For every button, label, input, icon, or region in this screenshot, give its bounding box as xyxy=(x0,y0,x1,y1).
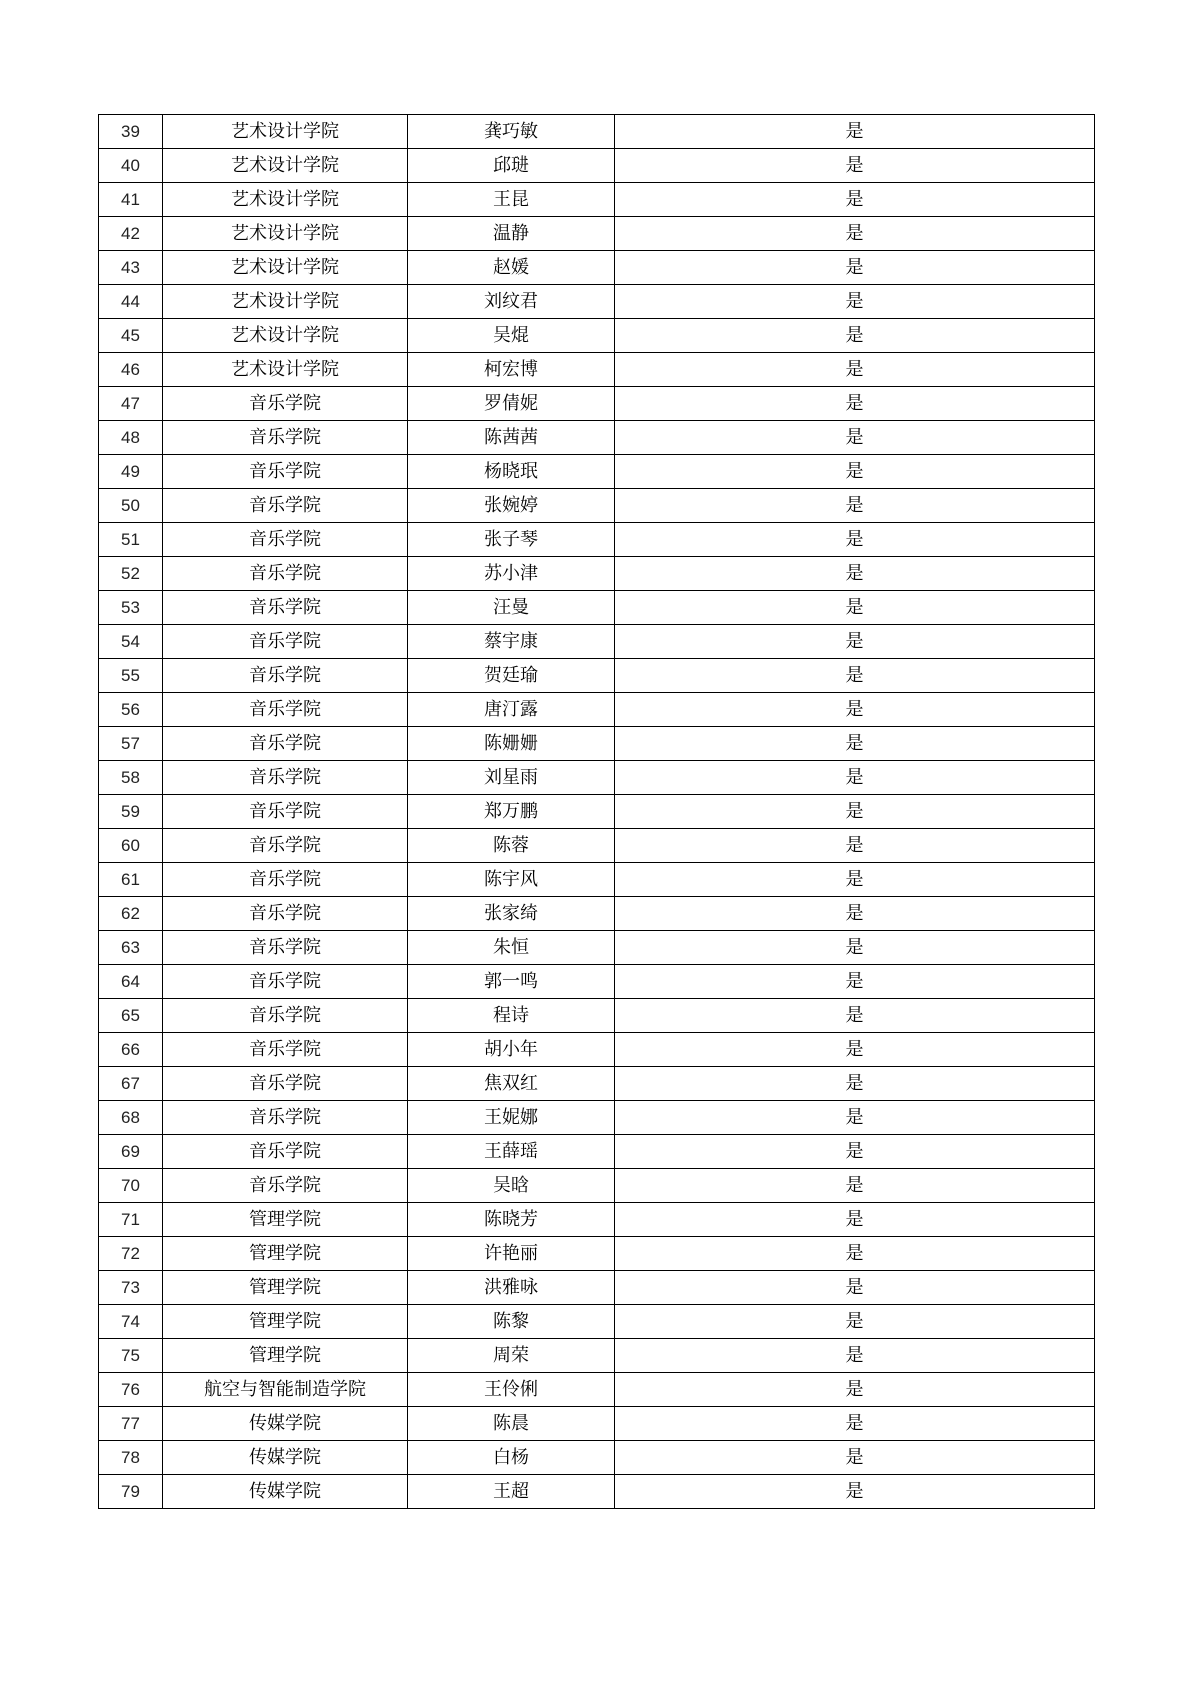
college-cell: 管理学院 xyxy=(163,1305,408,1339)
college-cell: 音乐学院 xyxy=(163,489,408,523)
status-cell: 是 xyxy=(615,897,1095,931)
person-name-cell: 刘星雨 xyxy=(408,761,615,795)
row-number-cell: 64 xyxy=(99,965,163,999)
status-cell: 是 xyxy=(615,1237,1095,1271)
college-cell: 管理学院 xyxy=(163,1203,408,1237)
status-cell: 是 xyxy=(615,727,1095,761)
table-row xyxy=(99,829,1095,863)
status-cell: 是 xyxy=(615,523,1095,557)
row-number-cell: 66 xyxy=(99,1033,163,1067)
person-name-cell: 朱恒 xyxy=(408,931,615,965)
status-cell: 是 xyxy=(615,557,1095,591)
status-cell: 是 xyxy=(615,115,1095,149)
table-row xyxy=(99,1033,1095,1067)
college-cell: 音乐学院 xyxy=(163,829,408,863)
table-row xyxy=(99,489,1095,523)
college-cell: 音乐学院 xyxy=(163,863,408,897)
row-number-cell: 71 xyxy=(99,1203,163,1237)
college-cell: 音乐学院 xyxy=(163,965,408,999)
person-name-cell: 王超 xyxy=(408,1475,615,1509)
table-row xyxy=(99,149,1095,183)
college-cell: 音乐学院 xyxy=(163,387,408,421)
college-cell: 音乐学院 xyxy=(163,421,408,455)
person-name-cell: 柯宏博 xyxy=(408,353,615,387)
status-cell: 是 xyxy=(615,251,1095,285)
table-row xyxy=(99,523,1095,557)
person-name-cell: 王昆 xyxy=(408,183,615,217)
status-cell: 是 xyxy=(615,1339,1095,1373)
roster-table-body xyxy=(99,115,1095,1509)
person-name-cell: 洪雅咏 xyxy=(408,1271,615,1305)
person-name-cell: 蔡宇康 xyxy=(408,625,615,659)
person-name-cell: 吴晗 xyxy=(408,1169,615,1203)
table-row xyxy=(99,1237,1095,1271)
college-cell: 传媒学院 xyxy=(163,1407,408,1441)
status-cell: 是 xyxy=(615,795,1095,829)
row-number-cell: 74 xyxy=(99,1305,163,1339)
row-number-cell: 69 xyxy=(99,1135,163,1169)
college-cell: 音乐学院 xyxy=(163,625,408,659)
row-number-cell: 41 xyxy=(99,183,163,217)
college-cell: 音乐学院 xyxy=(163,761,408,795)
status-cell: 是 xyxy=(615,829,1095,863)
college-cell: 音乐学院 xyxy=(163,693,408,727)
row-number-cell: 39 xyxy=(99,115,163,149)
table-row xyxy=(99,965,1095,999)
person-name-cell: 程诗 xyxy=(408,999,615,1033)
table-row xyxy=(99,761,1095,795)
person-name-cell: 王妮娜 xyxy=(408,1101,615,1135)
table-row xyxy=(99,285,1095,319)
table-row xyxy=(99,387,1095,421)
college-cell: 管理学院 xyxy=(163,1339,408,1373)
row-number-cell: 70 xyxy=(99,1169,163,1203)
college-cell: 艺术设计学院 xyxy=(163,217,408,251)
status-cell: 是 xyxy=(615,489,1095,523)
roster-table xyxy=(98,114,1095,1509)
table-row xyxy=(99,999,1095,1033)
row-number-cell: 48 xyxy=(99,421,163,455)
table-row xyxy=(99,693,1095,727)
person-name-cell: 陈黎 xyxy=(408,1305,615,1339)
table-row xyxy=(99,183,1095,217)
status-cell: 是 xyxy=(615,965,1095,999)
row-number-cell: 58 xyxy=(99,761,163,795)
table-row xyxy=(99,1305,1095,1339)
status-cell: 是 xyxy=(615,1475,1095,1509)
college-cell: 音乐学院 xyxy=(163,1033,408,1067)
table-row xyxy=(99,897,1095,931)
status-cell: 是 xyxy=(615,353,1095,387)
table-row xyxy=(99,557,1095,591)
status-cell: 是 xyxy=(615,999,1095,1033)
status-cell: 是 xyxy=(615,1135,1095,1169)
person-name-cell: 赵媛 xyxy=(408,251,615,285)
status-cell: 是 xyxy=(615,625,1095,659)
college-cell: 音乐学院 xyxy=(163,1135,408,1169)
person-name-cell: 刘纹君 xyxy=(408,285,615,319)
table-row xyxy=(99,1339,1095,1373)
person-name-cell: 许艳丽 xyxy=(408,1237,615,1271)
status-cell: 是 xyxy=(615,183,1095,217)
row-number-cell: 40 xyxy=(99,149,163,183)
college-cell: 艺术设计学院 xyxy=(163,285,408,319)
person-name-cell: 王伶俐 xyxy=(408,1373,615,1407)
status-cell: 是 xyxy=(615,285,1095,319)
row-number-cell: 52 xyxy=(99,557,163,591)
table-row xyxy=(99,863,1095,897)
college-cell: 艺术设计学院 xyxy=(163,319,408,353)
table-row xyxy=(99,1135,1095,1169)
row-number-cell: 61 xyxy=(99,863,163,897)
table-row xyxy=(99,1407,1095,1441)
row-number-cell: 68 xyxy=(99,1101,163,1135)
college-cell: 航空与智能制造学院 xyxy=(163,1373,408,1407)
table-row xyxy=(99,1475,1095,1509)
college-cell: 音乐学院 xyxy=(163,557,408,591)
row-number-cell: 51 xyxy=(99,523,163,557)
table-row xyxy=(99,421,1095,455)
table-row xyxy=(99,1203,1095,1237)
status-cell: 是 xyxy=(615,421,1095,455)
person-name-cell: 唐汀露 xyxy=(408,693,615,727)
status-cell: 是 xyxy=(615,693,1095,727)
row-number-cell: 49 xyxy=(99,455,163,489)
table-row xyxy=(99,931,1095,965)
college-cell: 音乐学院 xyxy=(163,897,408,931)
person-name-cell: 郑万鹏 xyxy=(408,795,615,829)
status-cell: 是 xyxy=(615,387,1095,421)
row-number-cell: 67 xyxy=(99,1067,163,1101)
person-name-cell: 温静 xyxy=(408,217,615,251)
college-cell: 音乐学院 xyxy=(163,727,408,761)
row-number-cell: 59 xyxy=(99,795,163,829)
row-number-cell: 56 xyxy=(99,693,163,727)
status-cell: 是 xyxy=(615,217,1095,251)
college-cell: 传媒学院 xyxy=(163,1475,408,1509)
college-cell: 音乐学院 xyxy=(163,455,408,489)
person-name-cell: 郭一鸣 xyxy=(408,965,615,999)
table-row xyxy=(99,353,1095,387)
college-cell: 传媒学院 xyxy=(163,1441,408,1475)
person-name-cell: 吴焜 xyxy=(408,319,615,353)
status-cell: 是 xyxy=(615,591,1095,625)
row-number-cell: 73 xyxy=(99,1271,163,1305)
table-row xyxy=(99,251,1095,285)
person-name-cell: 陈姗姗 xyxy=(408,727,615,761)
status-cell: 是 xyxy=(615,1067,1095,1101)
college-cell: 音乐学院 xyxy=(163,999,408,1033)
table-row xyxy=(99,727,1095,761)
person-name-cell: 陈蓉 xyxy=(408,829,615,863)
person-name-cell: 龚巧敏 xyxy=(408,115,615,149)
status-cell: 是 xyxy=(615,1373,1095,1407)
person-name-cell: 贺廷瑜 xyxy=(408,659,615,693)
row-number-cell: 53 xyxy=(99,591,163,625)
table-row xyxy=(99,455,1095,489)
college-cell: 音乐学院 xyxy=(163,795,408,829)
table-row xyxy=(99,625,1095,659)
row-number-cell: 44 xyxy=(99,285,163,319)
college-cell: 音乐学院 xyxy=(163,931,408,965)
row-number-cell: 77 xyxy=(99,1407,163,1441)
table-row xyxy=(99,1067,1095,1101)
row-number-cell: 42 xyxy=(99,217,163,251)
person-name-cell: 张家绮 xyxy=(408,897,615,931)
college-cell: 艺术设计学院 xyxy=(163,115,408,149)
status-cell: 是 xyxy=(615,931,1095,965)
row-number-cell: 75 xyxy=(99,1339,163,1373)
row-number-cell: 57 xyxy=(99,727,163,761)
status-cell: 是 xyxy=(615,1169,1095,1203)
person-name-cell: 汪曼 xyxy=(408,591,615,625)
person-name-cell: 杨晓珉 xyxy=(408,455,615,489)
status-cell: 是 xyxy=(615,1305,1095,1339)
college-cell: 音乐学院 xyxy=(163,1169,408,1203)
status-cell: 是 xyxy=(615,1033,1095,1067)
college-cell: 音乐学院 xyxy=(163,1101,408,1135)
status-cell: 是 xyxy=(615,1271,1095,1305)
person-name-cell: 陈晨 xyxy=(408,1407,615,1441)
table-row xyxy=(99,319,1095,353)
row-number-cell: 62 xyxy=(99,897,163,931)
person-name-cell: 苏小津 xyxy=(408,557,615,591)
person-name-cell: 邱琎 xyxy=(408,149,615,183)
row-number-cell: 54 xyxy=(99,625,163,659)
status-cell: 是 xyxy=(615,761,1095,795)
table-row xyxy=(99,217,1095,251)
row-number-cell: 47 xyxy=(99,387,163,421)
college-cell: 艺术设计学院 xyxy=(163,149,408,183)
row-number-cell: 63 xyxy=(99,931,163,965)
college-cell: 音乐学院 xyxy=(163,1067,408,1101)
college-cell: 音乐学院 xyxy=(163,523,408,557)
person-name-cell: 王薛瑶 xyxy=(408,1135,615,1169)
table-row xyxy=(99,1373,1095,1407)
college-cell: 音乐学院 xyxy=(163,591,408,625)
row-number-cell: 50 xyxy=(99,489,163,523)
row-number-cell: 79 xyxy=(99,1475,163,1509)
college-cell: 艺术设计学院 xyxy=(163,251,408,285)
person-name-cell: 陈茜茜 xyxy=(408,421,615,455)
status-cell: 是 xyxy=(615,455,1095,489)
table-row xyxy=(99,591,1095,625)
person-name-cell: 罗倩妮 xyxy=(408,387,615,421)
status-cell: 是 xyxy=(615,319,1095,353)
row-number-cell: 78 xyxy=(99,1441,163,1475)
college-cell: 管理学院 xyxy=(163,1237,408,1271)
person-name-cell: 白杨 xyxy=(408,1441,615,1475)
status-cell: 是 xyxy=(615,1101,1095,1135)
row-number-cell: 46 xyxy=(99,353,163,387)
person-name-cell: 张婉婷 xyxy=(408,489,615,523)
table-row xyxy=(99,1169,1095,1203)
person-name-cell: 周荣 xyxy=(408,1339,615,1373)
college-cell: 管理学院 xyxy=(163,1271,408,1305)
person-name-cell: 胡小年 xyxy=(408,1033,615,1067)
status-cell: 是 xyxy=(615,1441,1095,1475)
status-cell: 是 xyxy=(615,659,1095,693)
person-name-cell: 张子琴 xyxy=(408,523,615,557)
table-row xyxy=(99,1271,1095,1305)
table-row xyxy=(99,1101,1095,1135)
table-row xyxy=(99,795,1095,829)
row-number-cell: 65 xyxy=(99,999,163,1033)
row-number-cell: 60 xyxy=(99,829,163,863)
status-cell: 是 xyxy=(615,863,1095,897)
row-number-cell: 43 xyxy=(99,251,163,285)
row-number-cell: 76 xyxy=(99,1373,163,1407)
person-name-cell: 焦双红 xyxy=(408,1067,615,1101)
status-cell: 是 xyxy=(615,149,1095,183)
person-name-cell: 陈宇风 xyxy=(408,863,615,897)
college-cell: 艺术设计学院 xyxy=(163,353,408,387)
row-number-cell: 45 xyxy=(99,319,163,353)
row-number-cell: 72 xyxy=(99,1237,163,1271)
table-row xyxy=(99,1441,1095,1475)
status-cell: 是 xyxy=(615,1203,1095,1237)
table-row xyxy=(99,115,1095,149)
college-cell: 艺术设计学院 xyxy=(163,183,408,217)
college-cell: 音乐学院 xyxy=(163,659,408,693)
table-row xyxy=(99,659,1095,693)
person-name-cell: 陈晓芳 xyxy=(408,1203,615,1237)
row-number-cell: 55 xyxy=(99,659,163,693)
status-cell: 是 xyxy=(615,1407,1095,1441)
